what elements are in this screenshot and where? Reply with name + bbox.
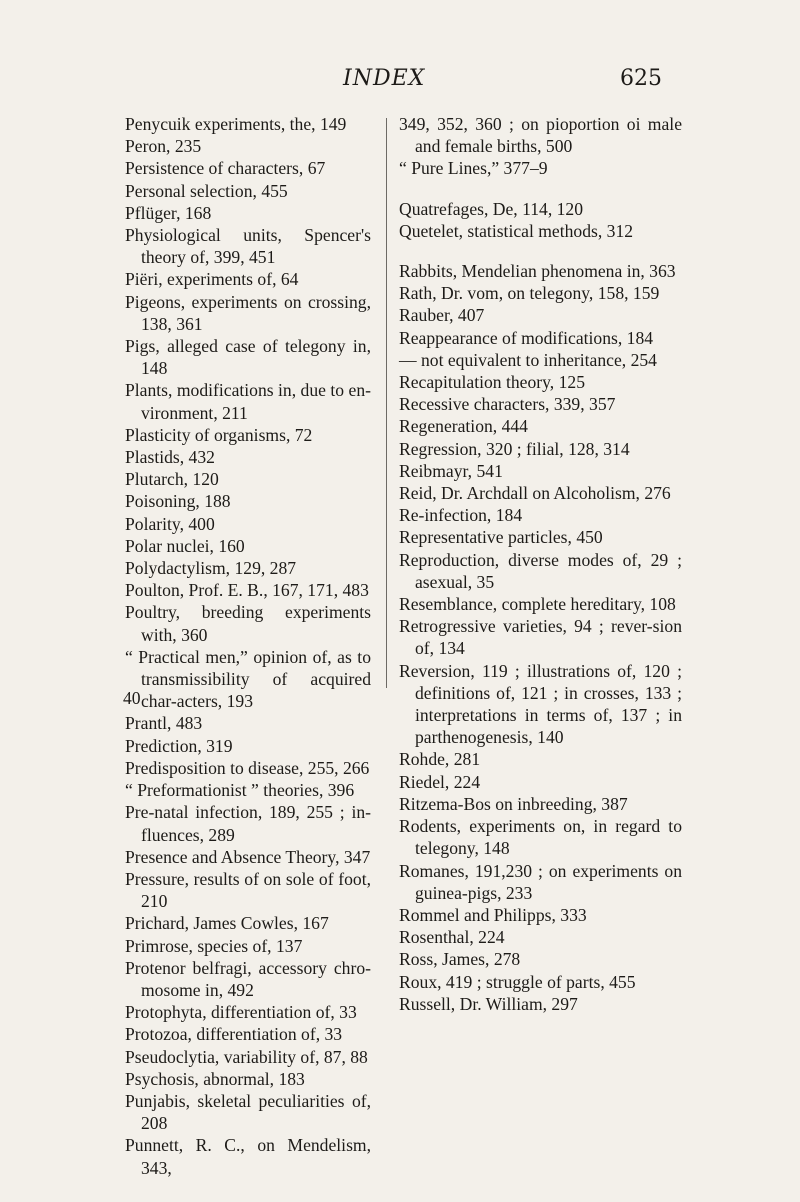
- index-column-left: [125, 113, 371, 1179]
- index-entry: Rauber, 407: [399, 305, 485, 326]
- index-entry: Reappearance of modifications, 184: [399, 327, 654, 348]
- index-entry: Resemblance, complete hereditary, 108: [399, 594, 676, 615]
- index-entry: Plastids, 432: [125, 447, 215, 468]
- index-entry: Protenor belfragi, accessory chro-mosome in, 492: [125, 957, 371, 1000]
- index-entry: Poisoning, 188: [125, 491, 231, 512]
- index-entry: Primrose, species of, 137: [125, 935, 303, 956]
- index-entry: Pressure, results of on sole of foot, 210: [125, 868, 371, 912]
- index-entry: Representative particles, 450: [399, 527, 603, 548]
- index-entry: Rodents, experiments on, in regard to telegony, 148: [399, 816, 682, 859]
- index-entry: Plutarch, 120: [125, 469, 219, 490]
- index-entry: Polarity, 400: [125, 513, 215, 534]
- index-entry: Peron, 235: [125, 136, 202, 157]
- index-entry: “ Practical men,” opinion of, as to transmissibility of acquired char-acters, 193: [125, 646, 371, 712]
- index-entry: Retrogressive varieties, 94 ; rever-sion of, 134: [399, 616, 682, 659]
- index-entry: Pre-natal infection, 189, 255 ; in-fluences, 289: [125, 802, 371, 845]
- index-entry: Rabbits, Mendelian phenomena in, 363: [399, 261, 676, 282]
- index-entry: Reproduction, diverse modes of, 29 ; asexual, 35: [399, 549, 682, 592]
- index-entry: Romanes, 191,230 ; on experiments on guinea-pigs, 233: [399, 860, 682, 903]
- index-entry: Pflüger, 168: [125, 202, 212, 223]
- index-entry: Piëri, experiments of, 64: [125, 269, 299, 290]
- signature-mark: 40: [123, 688, 141, 708]
- running-title: INDEX: [343, 66, 426, 91]
- index-entry: Plasticity of organisms, 72: [125, 424, 313, 445]
- index-entry: Polydactylism, 129, 287: [125, 558, 297, 579]
- index-entry: Protophyta, differentiation of, 33: [125, 1002, 357, 1023]
- page-header: [0, 66, 800, 106]
- index-entry: Ross, James, 278: [399, 949, 521, 970]
- index-entry: Reid, Dr. Archdall on Alcoholism, 276: [399, 483, 671, 504]
- page-number: 625: [620, 66, 662, 91]
- index-entry: Quatrefages, De, 114, 120: [399, 198, 584, 219]
- index-entry: Quetelet, statistical methods, 312: [399, 220, 634, 241]
- index-entry: Predisposition to disease, 255, 266: [125, 757, 370, 778]
- index-entry: “ Preformationist ” theories, 396: [125, 780, 355, 801]
- index-entry: Pigeons, experiments on crossing, 138, 361: [125, 291, 371, 334]
- index-entry: Punjabis, skeletal peculiarities of, 208: [125, 1090, 371, 1134]
- index-entry: Roux, 419 ; struggle of parts, 455: [399, 971, 636, 992]
- index-entry: Protozoa, differentiation of, 33: [125, 1024, 343, 1045]
- index-entry: Russell, Dr. William, 297: [399, 993, 578, 1014]
- index-entry: Prichard, James Cowles, 167: [125, 913, 329, 934]
- index-entry: Rosenthal, 224: [399, 927, 505, 948]
- index-entry: Recessive characters, 339, 357: [399, 394, 616, 415]
- index-entry: Regression, 320 ; filial, 128, 314: [399, 438, 630, 459]
- index-entry: Psychosis, abnormal, 183: [125, 1068, 305, 1089]
- index-entry: Poultry, breeding experiments with, 360: [125, 602, 371, 645]
- index-entry: Personal selection, 455: [125, 180, 288, 201]
- index-entry: Poulton, Prof. E. B., 167, 171, 483: [125, 580, 369, 601]
- index-entry: Penycuik experiments, the, 149: [125, 114, 347, 134]
- index-entry: Physiological units, Spencer's theory of, 399, 451: [125, 225, 371, 268]
- index-entry: “ Pure Lines,” 377–9: [399, 158, 548, 179]
- index-entry: Reibmayr, 541: [399, 460, 503, 481]
- index-entry: Ritzema-Bos on inbreeding, 387: [399, 793, 628, 814]
- column-divider: [386, 118, 387, 688]
- index-entry: — not equivalent to inheritance, 254: [399, 349, 657, 370]
- index-entry: Regeneration, 444: [399, 416, 528, 437]
- index-entry: Pseudoclytia, variability of, 87, 88: [125, 1046, 368, 1067]
- index-entry: Pigs, alleged case of telegony in, 148: [125, 336, 371, 379]
- index-entry: Re-infection, 184: [399, 505, 523, 526]
- index-entry: 349, 352, 360 ; on pioportion oi male and female births, 500: [399, 114, 682, 157]
- index-entry: Rommel and Philipps, 333: [399, 904, 587, 925]
- index-entry: Presence and Absence Theory, 347: [125, 846, 371, 867]
- index-entry: Rath, Dr. vom, on telegony, 158, 159: [399, 283, 660, 304]
- index-entry: Rohde, 281: [399, 749, 481, 770]
- index-entry: Polar nuclei, 160: [125, 535, 245, 556]
- index-entry: Punnett, R. C., on Mendelism, 343,: [125, 1135, 371, 1178]
- index-entry: Prediction, 319: [125, 735, 233, 756]
- index-entry: Riedel, 224: [399, 771, 481, 792]
- index-column-right: [399, 113, 682, 1015]
- index-entry: Plants, modifications in, due to en-vironment, 211: [125, 380, 371, 423]
- index-entry: Reversion, 119 ; illustrations of, 120 ; definitions of, 121 ; in crosses, 133 ; interpretations in terms of, 137 ; in parthenogenesis, 140: [399, 660, 682, 748]
- index-entry: Prantl, 483: [125, 713, 203, 734]
- index-entry: Persistence of characters, 67: [125, 158, 326, 179]
- index-entry: Recapitulation theory, 125: [399, 372, 585, 393]
